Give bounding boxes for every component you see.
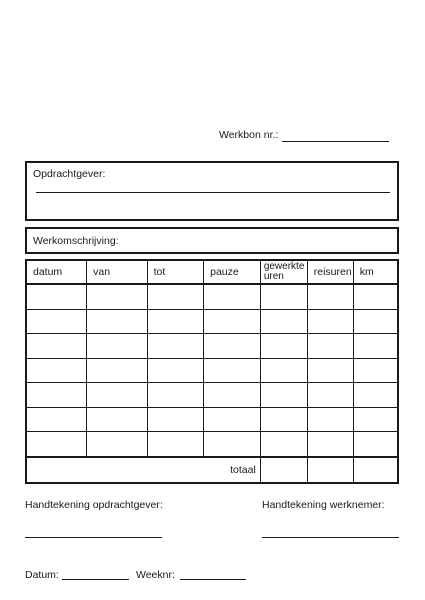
cell-km[interactable]: [353, 284, 398, 309]
column-header-gewerkte-uren-line2: uren: [263, 271, 284, 282]
cell-datum[interactable]: [26, 334, 87, 359]
cell-km[interactable]: [353, 309, 398, 334]
cell-tot[interactable]: [147, 284, 203, 309]
cell-tot[interactable]: [147, 383, 203, 408]
cell-datum[interactable]: [26, 432, 87, 457]
table-row: [26, 383, 398, 408]
total-row: [26, 457, 398, 483]
table-row: [26, 284, 398, 309]
table-row: [26, 407, 398, 432]
cell-datum[interactable]: [26, 407, 87, 432]
cell-gewerkte-uren[interactable]: [260, 432, 307, 457]
cell-reisuren[interactable]: [307, 383, 353, 408]
hours-table: [25, 259, 399, 484]
cell-tot[interactable]: [147, 432, 203, 457]
client-label: Opdrachtgever:: [33, 168, 106, 180]
cell-van[interactable]: [87, 309, 147, 334]
client-signature-label: Handtekening opdrachtgever:: [25, 499, 163, 511]
cell-tot[interactable]: [147, 358, 203, 383]
table-row: [26, 334, 398, 359]
cell-gewerkte-uren[interactable]: [260, 334, 307, 359]
cell-reisuren[interactable]: [307, 334, 353, 359]
cell-pauze[interactable]: [204, 383, 261, 408]
cell-km[interactable]: [353, 432, 398, 457]
cell-reisuren[interactable]: [307, 432, 353, 457]
total-gewerkte-uren-cell[interactable]: [260, 457, 307, 483]
column-header-reisuren: reisuren: [307, 260, 353, 284]
cell-pauze[interactable]: [204, 407, 261, 432]
total-label: totaal: [26, 457, 260, 483]
cell-reisuren[interactable]: [307, 284, 353, 309]
cell-gewerkte-uren[interactable]: [260, 309, 307, 334]
column-header-gewerkte-uren-line1: gewerkte: [263, 261, 305, 272]
cell-datum[interactable]: [26, 383, 87, 408]
employee-signature-line[interactable]: [262, 537, 399, 538]
employee-signature-label: Handtekening werknemer:: [262, 499, 385, 511]
cell-pauze[interactable]: [204, 334, 261, 359]
cell-reisuren[interactable]: [307, 309, 353, 334]
date-field[interactable]: [62, 579, 129, 580]
column-header-van: van: [87, 260, 147, 284]
column-header-gewerkte-uren: [260, 260, 307, 284]
column-header-pauze: pauze: [204, 260, 261, 284]
cell-datum[interactable]: [26, 309, 87, 334]
cell-km[interactable]: [353, 334, 398, 359]
week-number-field[interactable]: [180, 579, 246, 580]
column-header-tot: tot: [147, 260, 203, 284]
cell-tot[interactable]: [147, 334, 203, 359]
cell-reisuren[interactable]: [307, 358, 353, 383]
cell-gewerkte-uren[interactable]: [260, 383, 307, 408]
table-header-row: [26, 260, 398, 284]
column-header-datum: datum: [26, 260, 87, 284]
cell-tot[interactable]: [147, 309, 203, 334]
total-km-cell[interactable]: [353, 457, 398, 483]
table-row: [26, 309, 398, 334]
client-field[interactable]: [36, 192, 390, 193]
cell-pauze[interactable]: [204, 284, 261, 309]
week-number-label: Weeknr:: [136, 569, 175, 581]
client-box: [25, 161, 399, 221]
cell-reisuren[interactable]: [307, 407, 353, 432]
cell-van[interactable]: [87, 432, 147, 457]
cell-km[interactable]: [353, 358, 398, 383]
cell-van[interactable]: [87, 383, 147, 408]
werkbon-number-label: Werkbon nr.:: [219, 129, 279, 141]
cell-van[interactable]: [87, 334, 147, 359]
cell-van[interactable]: [87, 284, 147, 309]
cell-datum[interactable]: [26, 284, 87, 309]
work-description-label: Werkomschrijving:: [33, 235, 119, 247]
total-reisuren-cell[interactable]: [307, 457, 353, 483]
cell-tot[interactable]: [147, 407, 203, 432]
cell-pauze[interactable]: [204, 432, 261, 457]
cell-km[interactable]: [353, 407, 398, 432]
cell-gewerkte-uren[interactable]: [260, 358, 307, 383]
table-row: [26, 432, 398, 457]
client-signature-line[interactable]: [25, 537, 162, 538]
date-label: Datum:: [25, 569, 59, 581]
column-header-km: km: [353, 260, 398, 284]
cell-gewerkte-uren[interactable]: [260, 407, 307, 432]
cell-datum[interactable]: [26, 358, 87, 383]
cell-pauze[interactable]: [204, 309, 261, 334]
cell-km[interactable]: [353, 383, 398, 408]
cell-van[interactable]: [87, 407, 147, 432]
cell-pauze[interactable]: [204, 358, 261, 383]
werkbon-number-field[interactable]: [282, 141, 389, 142]
cell-van[interactable]: [87, 358, 147, 383]
cell-gewerkte-uren[interactable]: [260, 284, 307, 309]
table-row: [26, 358, 398, 383]
work-description-box[interactable]: [25, 227, 399, 254]
